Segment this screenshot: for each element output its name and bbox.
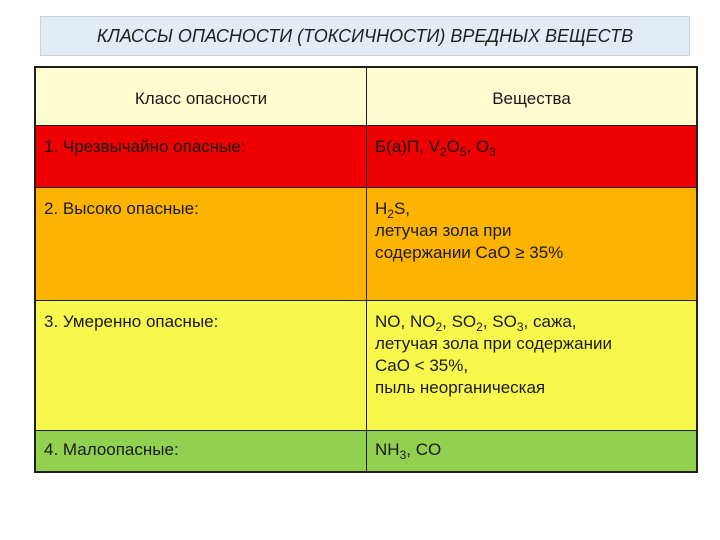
subscript: 2 — [439, 145, 447, 159]
slide-title: КЛАССЫ ОПАСНОСТИ (ТОКСИЧНОСТИ) ВРЕДНЫХ ВЕЩЕСТВ — [40, 16, 690, 56]
table-header-row — [36, 68, 696, 126]
hazard-class-label: 3. Умеренно опасные: — [36, 301, 367, 430]
substance-text: NO, NO — [375, 312, 436, 331]
substance-text: Б(а)П, V — [375, 137, 440, 156]
hazard-class-label: 2. Высоко опасные: — [36, 188, 367, 300]
substance-line — [375, 198, 688, 220]
table-row-class-2 — [36, 188, 696, 301]
substances-cell — [367, 188, 696, 300]
subscript: 2 — [387, 207, 394, 221]
substance-text: S, — [393, 199, 411, 218]
substance-line: CaO < 35%, — [375, 356, 469, 375]
subscript: 2 — [476, 320, 483, 334]
substances-cell — [367, 126, 696, 187]
subscript: 2 — [435, 320, 443, 334]
substance-line: содержании CaO ≥ 35% — [375, 243, 564, 262]
table-row-class-3 — [36, 301, 696, 431]
substance-text: , O — [466, 137, 490, 156]
substances-cell — [367, 301, 696, 430]
substance-line: летучая зола при — [375, 221, 512, 240]
substance-text: , сажа, — [523, 312, 577, 331]
substances-cell — [367, 431, 696, 471]
substance-line — [375, 311, 688, 333]
substance-text: , SO — [482, 312, 517, 331]
substance-text: , SO — [442, 312, 477, 331]
substance-text: , CO — [406, 440, 442, 459]
substance-line: пыль неорганическая — [375, 378, 546, 397]
table-row-class-4 — [36, 431, 696, 471]
subscript: 5 — [459, 145, 467, 159]
header-hazard-class: Класс опасности — [36, 68, 367, 125]
substance-text: O — [446, 137, 460, 156]
hazard-class-label: 4. Малоопасные: — [36, 431, 367, 471]
hazard-class-label: 1. Чрезвычайно опасные: — [36, 126, 367, 187]
table-row-class-1 — [36, 126, 696, 188]
subscript: 3 — [516, 320, 524, 334]
subscript: 3 — [489, 145, 496, 159]
substance-text: NH — [375, 440, 400, 459]
subscript: 3 — [399, 448, 407, 462]
substance-text: H — [375, 199, 388, 218]
header-substances: Вещества — [492, 89, 571, 108]
substance-line: летучая зола при содержании — [375, 334, 612, 353]
hazard-class-table — [34, 66, 698, 473]
